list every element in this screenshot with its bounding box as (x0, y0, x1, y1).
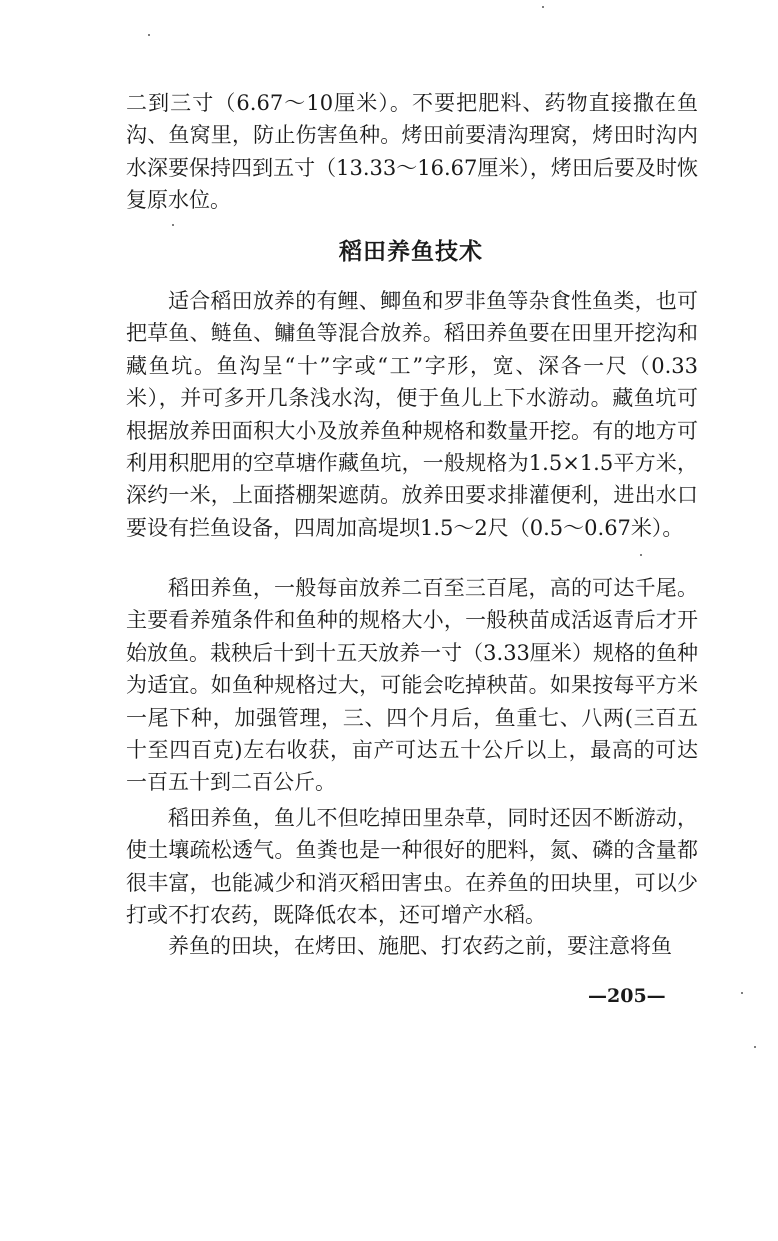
page-number: —205— (588, 985, 666, 1007)
section-title: 稻田养鱼技术 (339, 238, 483, 265)
scan-speck (148, 34, 150, 36)
scan-speck (172, 224, 174, 226)
paragraph-stocking-density: 稻田养鱼，一般每亩放养二百至三百尾，高的可达千尾。主要看养殖条件和鱼种的规格大小，一般秧苗成活返青后才开始放鱼。栽秧后十到十五天放养一寸（3.33厘米）规格的鱼种为适宜。如鱼种规格过大，可能会吃掉秧苗。如果按每平方米一尾下种，加强管理，三、四个月后，鱼重七、八两(三百五十至四百克)左右收获，亩产可达五十公斤以上，最高的可达一百五十到二百公斤。 (126, 576, 698, 795)
continued-paragraph: 二到三寸（6.67～10厘米）。不要把肥料、药物直接撒在鱼沟、鱼窝里，防止伤害鱼种。烤田前要清沟理窝，烤田时沟内水深要保持四到五寸（13.33～16.67厘米），烤田后要及时恢复原水位。 (126, 91, 698, 213)
paragraph-benefits: 稻田养鱼，鱼儿不但吃掉田里杂草，同时还因不断游动，使土壤疏松透气。鱼粪也是一种很好的肥料，氮、磷的含量都很丰富，也能减少和消灭稻田害虫。在养鱼的田块里，可以少打或不打农药，既降低农本，还可增产水稻。 (126, 806, 698, 928)
scan-speck (754, 1046, 756, 1048)
scan-speck (741, 992, 743, 994)
scan-speck (542, 6, 544, 8)
scan-speck (640, 554, 642, 556)
paragraph-fish-species: 适合稻田放养的有鲤、鲫鱼和罗非鱼等杂食性鱼类，也可把草鱼、鲢鱼、鳙鱼等混合放养。稻田养鱼要在田里开挖沟和藏鱼坑。鱼沟呈“十”字或“工”字形，宽、深各一尺（0.33米），并可多开几条浅水沟，便于鱼儿上下水游动。藏鱼坑可根据放养田面积大小及放养鱼种规格和数量开挖。有的地方可利用积肥用的空草塘作藏鱼坑，一般规格为1.5×1.5平方米，深约一米，上面搭棚架遮荫。放养田要求排灌便利，进出水口要设有拦鱼设备，四周加高堤坝1.5～2尺（0.5～0.67米）。 (126, 289, 698, 540)
paragraph-precautions: 养鱼的田块，在烤田、施肥、打农药之前，要注意将鱼 (168, 934, 672, 958)
